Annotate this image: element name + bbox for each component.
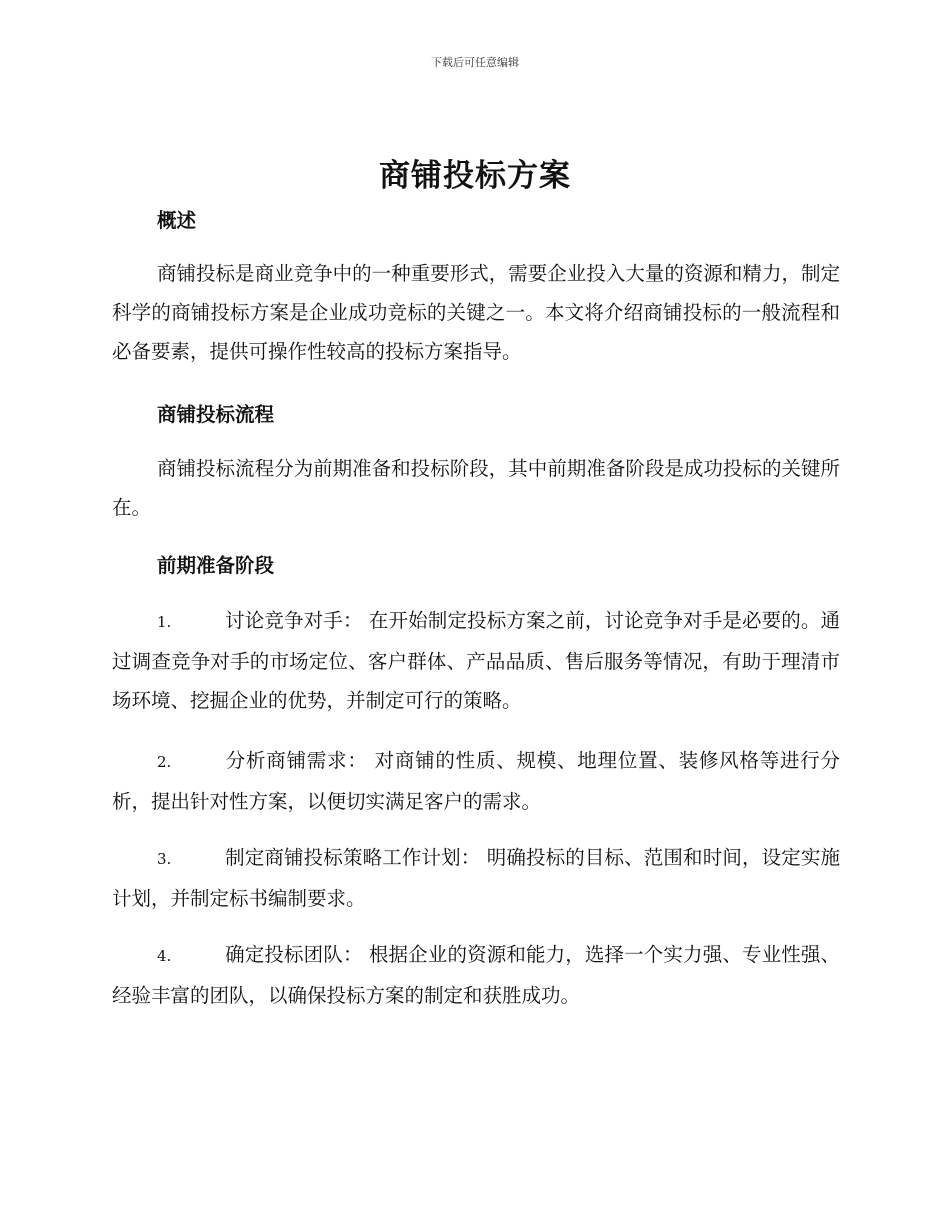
list-item [112, 601, 840, 720]
list-item-text: 讨论竞争对手： 在开始制定投标方案之前，讨论竞争对手是必要的。通过调查竞争对手的市场定位、客户群体、产品品质、售后服务等情况，有助于理清市场环境、挖掘企业的优势，并制定可行的策略。 [112, 609, 840, 712]
section-heading-process: 商铺投标流程 [157, 403, 275, 426]
header-note: 下载后可任意编辑 [431, 56, 519, 69]
list-item [112, 741, 840, 821]
list-item-number: 3. [157, 850, 172, 868]
section-body-process [112, 449, 840, 527]
list-item [112, 838, 840, 918]
list-item-text: 制定商铺投标策略工作计划： 明确投标的目标、范围和时间，设定实施计划，并制定标书编制要求。 [112, 846, 840, 910]
list-item-text: 分析商铺需求： 对商铺的性质、规模、地理位置、装修风格等进行分析，提出针对性方案，以便切实满足客户的需求。 [112, 749, 840, 813]
paragraph-process: 商铺投标流程分为前期准备和投标阶段，其中前期准备阶段是成功投标的关键所在。 [112, 457, 840, 519]
list-item-number: 4. [157, 947, 172, 965]
section-body-overview [112, 254, 840, 371]
paragraph-overview: 商铺投标是商业竞争中的一种重要形式，需要企业投入大量的资源和精力，制定科学的商铺投标方案是企业成功竞标的关键之一。本文将介绍商铺投标的一般流程和必备要素，提供可操作性较高的投标方案指导。 [112, 262, 840, 363]
section-heading-overview: 概述 [157, 209, 197, 232]
list-item-number: 2. [157, 753, 172, 771]
list-item-text: 确定投标团队： 根据企业的资源和能力，选择一个实力强、专业性强、经验丰富的团队，以确保投标方案的制定和获胜成功。 [112, 943, 840, 1007]
page-title: 商铺投标方案 [379, 158, 571, 194]
list-item [112, 935, 840, 1015]
section-heading-preparation: 前期准备阶段 [157, 554, 275, 577]
list-item-number: 1. [157, 613, 172, 631]
